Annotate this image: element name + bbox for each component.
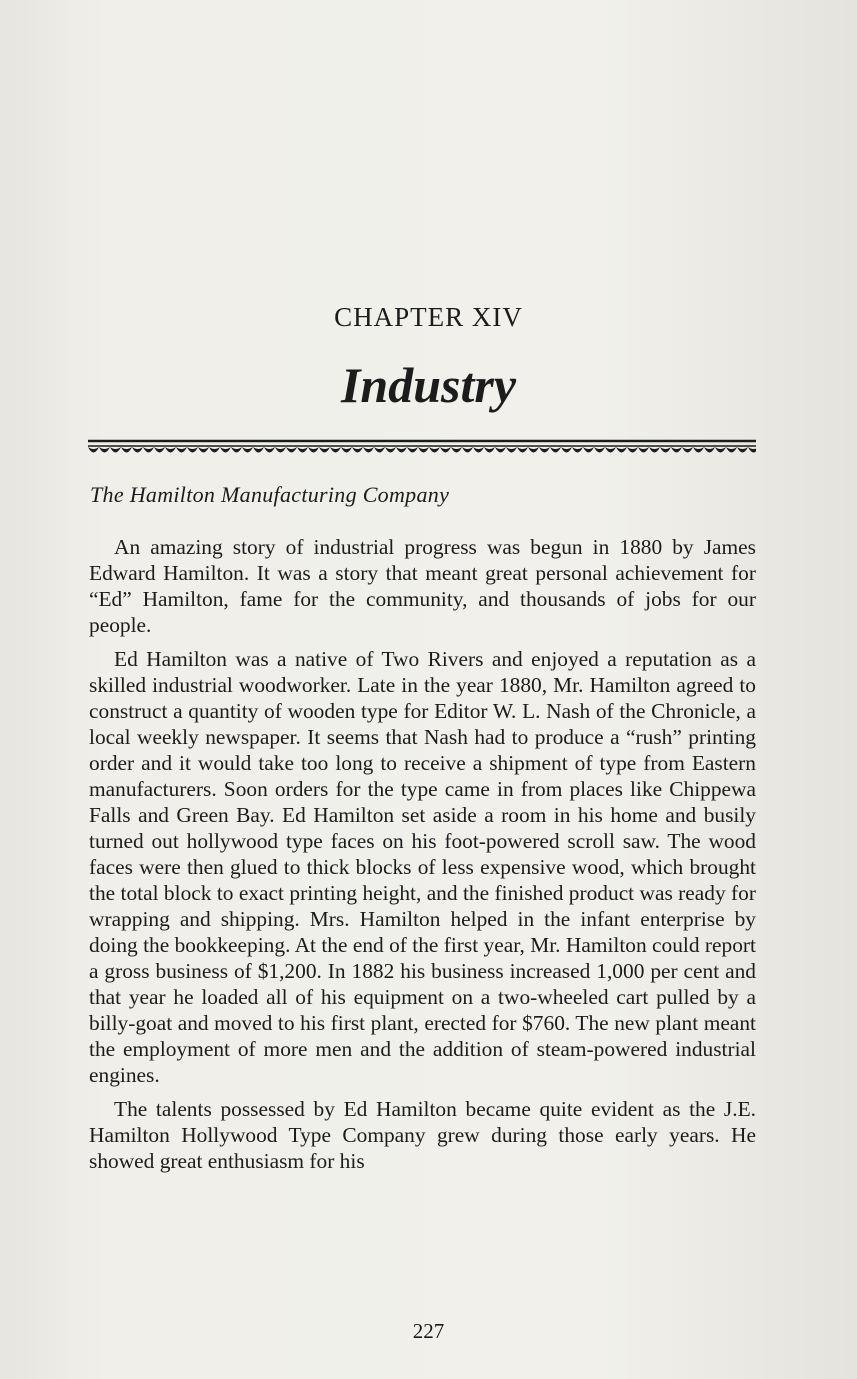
- ornament-scallop: [462, 447, 473, 453]
- ornament-scallop: [517, 447, 528, 453]
- ornament-scallop: [737, 447, 748, 453]
- page-number: 227: [412, 1319, 445, 1343]
- ornament-scallop: [99, 447, 110, 453]
- ornament-scallop: [506, 447, 517, 453]
- ornament-scallop: [649, 447, 660, 453]
- ornament-scallop: [286, 447, 297, 453]
- ornament-scallop: [418, 447, 429, 453]
- ornament-scallop: [605, 447, 616, 453]
- ornament-scallop: [209, 447, 220, 453]
- ornament-scallop: [341, 447, 352, 453]
- ornament-scallop: [561, 447, 572, 453]
- ornament-scallop: [275, 447, 286, 453]
- ornament-scallop: [297, 447, 308, 453]
- ornament-scallop: [682, 447, 693, 453]
- ornament-scallop: [748, 447, 756, 453]
- ornament-scallop: [176, 447, 187, 453]
- ornament-scallop: [253, 447, 264, 453]
- ornament-scallop: [451, 447, 462, 453]
- ornament-scallop: [363, 447, 374, 453]
- paragraph: Ed Hamilton was a native of Two Rivers and enjoyed a reputation as a skilled industrial woodworker. Late in the year 1880, Mr. Hamilton agreed to construct a quantity of wooden type for Editor W. L. Nash of the Chronicle, a local weekly newspaper. It seems that Nash had to produce a “rush” printing order and it would take too long to receive a shipment of type from Eastern manufacturers. Soon orders for the type came in from places like Chippewa Falls and Green Bay. Ed Hamilton set aside a room in his home and busily turned out hollywood type faces on his foot-powered scroll saw. The wood faces were then glued to thick blocks of less expensive wood, which brought the total block to exact printing height, and the finished product was ready for wrapping and shipping. Mrs. Hamilton helped in the infant enterprise by doing the bookkeeping. At the end of the first year, Mr. Hamilton could report a gross business of $1,200. In 1882 his business increased 1,000 per cent and that year he loaded all of his equipment on a two-wheeled cart pulled by a billy-goat and moved to his first plant, erected for $760. The new plant meant the employment of more men and the addition of steam-powered industrial engines.: [89, 647, 756, 1087]
- ornament-scallop: [88, 447, 99, 453]
- ornament-scallop: [473, 447, 484, 453]
- ornament-scallop: [638, 447, 649, 453]
- ornament-scallop: [429, 447, 440, 453]
- ornament-scallop: [594, 447, 605, 453]
- ornament-scallop: [572, 447, 583, 453]
- ornament-scallop: [110, 447, 121, 453]
- ornament-scallop: [187, 447, 198, 453]
- paragraph: The talents possessed by Ed Hamilton became quite evident as the J.E. Hamilton Hollywood Type Company grew during those early years. He showed great enthusiasm for his: [89, 1097, 756, 1173]
- ornament-scallop: [440, 447, 451, 453]
- ornament-scallop: [264, 447, 275, 453]
- ornament-scallop: [121, 447, 132, 453]
- ornament-scallop: [583, 447, 594, 453]
- section-heading: The Hamilton Manufacturing Company: [90, 482, 450, 507]
- ornament-scallop: [374, 447, 385, 453]
- ornament-scallop: [198, 447, 209, 453]
- paragraph: An amazing story of industrial progress was begun in 1880 by James Edward Hamilton. It was a story that meant great personal achievement for “Ed” Hamilton, fame for the community, and thousands of jobs for our people.: [89, 535, 756, 637]
- chapter-title: Industry: [340, 357, 517, 413]
- ornament-scallop: [550, 447, 561, 453]
- chapter-number: CHAPTER XIV: [334, 302, 523, 332]
- ornament-scallop: [385, 447, 396, 453]
- ornament-scallop: [407, 447, 418, 453]
- ornament-scallop: [143, 447, 154, 453]
- ornament-scallop: [308, 447, 319, 453]
- ornament-scallop: [330, 447, 341, 453]
- ornament-scallop: [396, 447, 407, 453]
- ornament-scallop: [627, 447, 638, 453]
- ornament-scallop: [231, 447, 242, 453]
- ornament-scallop: [154, 447, 165, 453]
- ornament-scallop: [484, 447, 495, 453]
- ornament-scallop: [242, 447, 253, 453]
- ornament-scallop: [704, 447, 715, 453]
- ornament-scallop: [671, 447, 682, 453]
- ornamental-rule: [88, 438, 756, 460]
- ornament-scallop: [132, 447, 143, 453]
- ornament-scallop: [693, 447, 704, 453]
- ornament-scallop: [539, 447, 550, 453]
- body-text: [89, 534, 756, 1182]
- ornament-scallop: [319, 447, 330, 453]
- ornament-scallop: [165, 447, 176, 453]
- ornament-scallop: [616, 447, 627, 453]
- ornament-scallop: [528, 447, 539, 453]
- ornament-scallop: [660, 447, 671, 453]
- ornament-scallop: [352, 447, 363, 453]
- ornament-scallop: [726, 447, 737, 453]
- ornament-scallop: [220, 447, 231, 453]
- ornament-scallop: [715, 447, 726, 453]
- ornament-scallop: [495, 447, 506, 453]
